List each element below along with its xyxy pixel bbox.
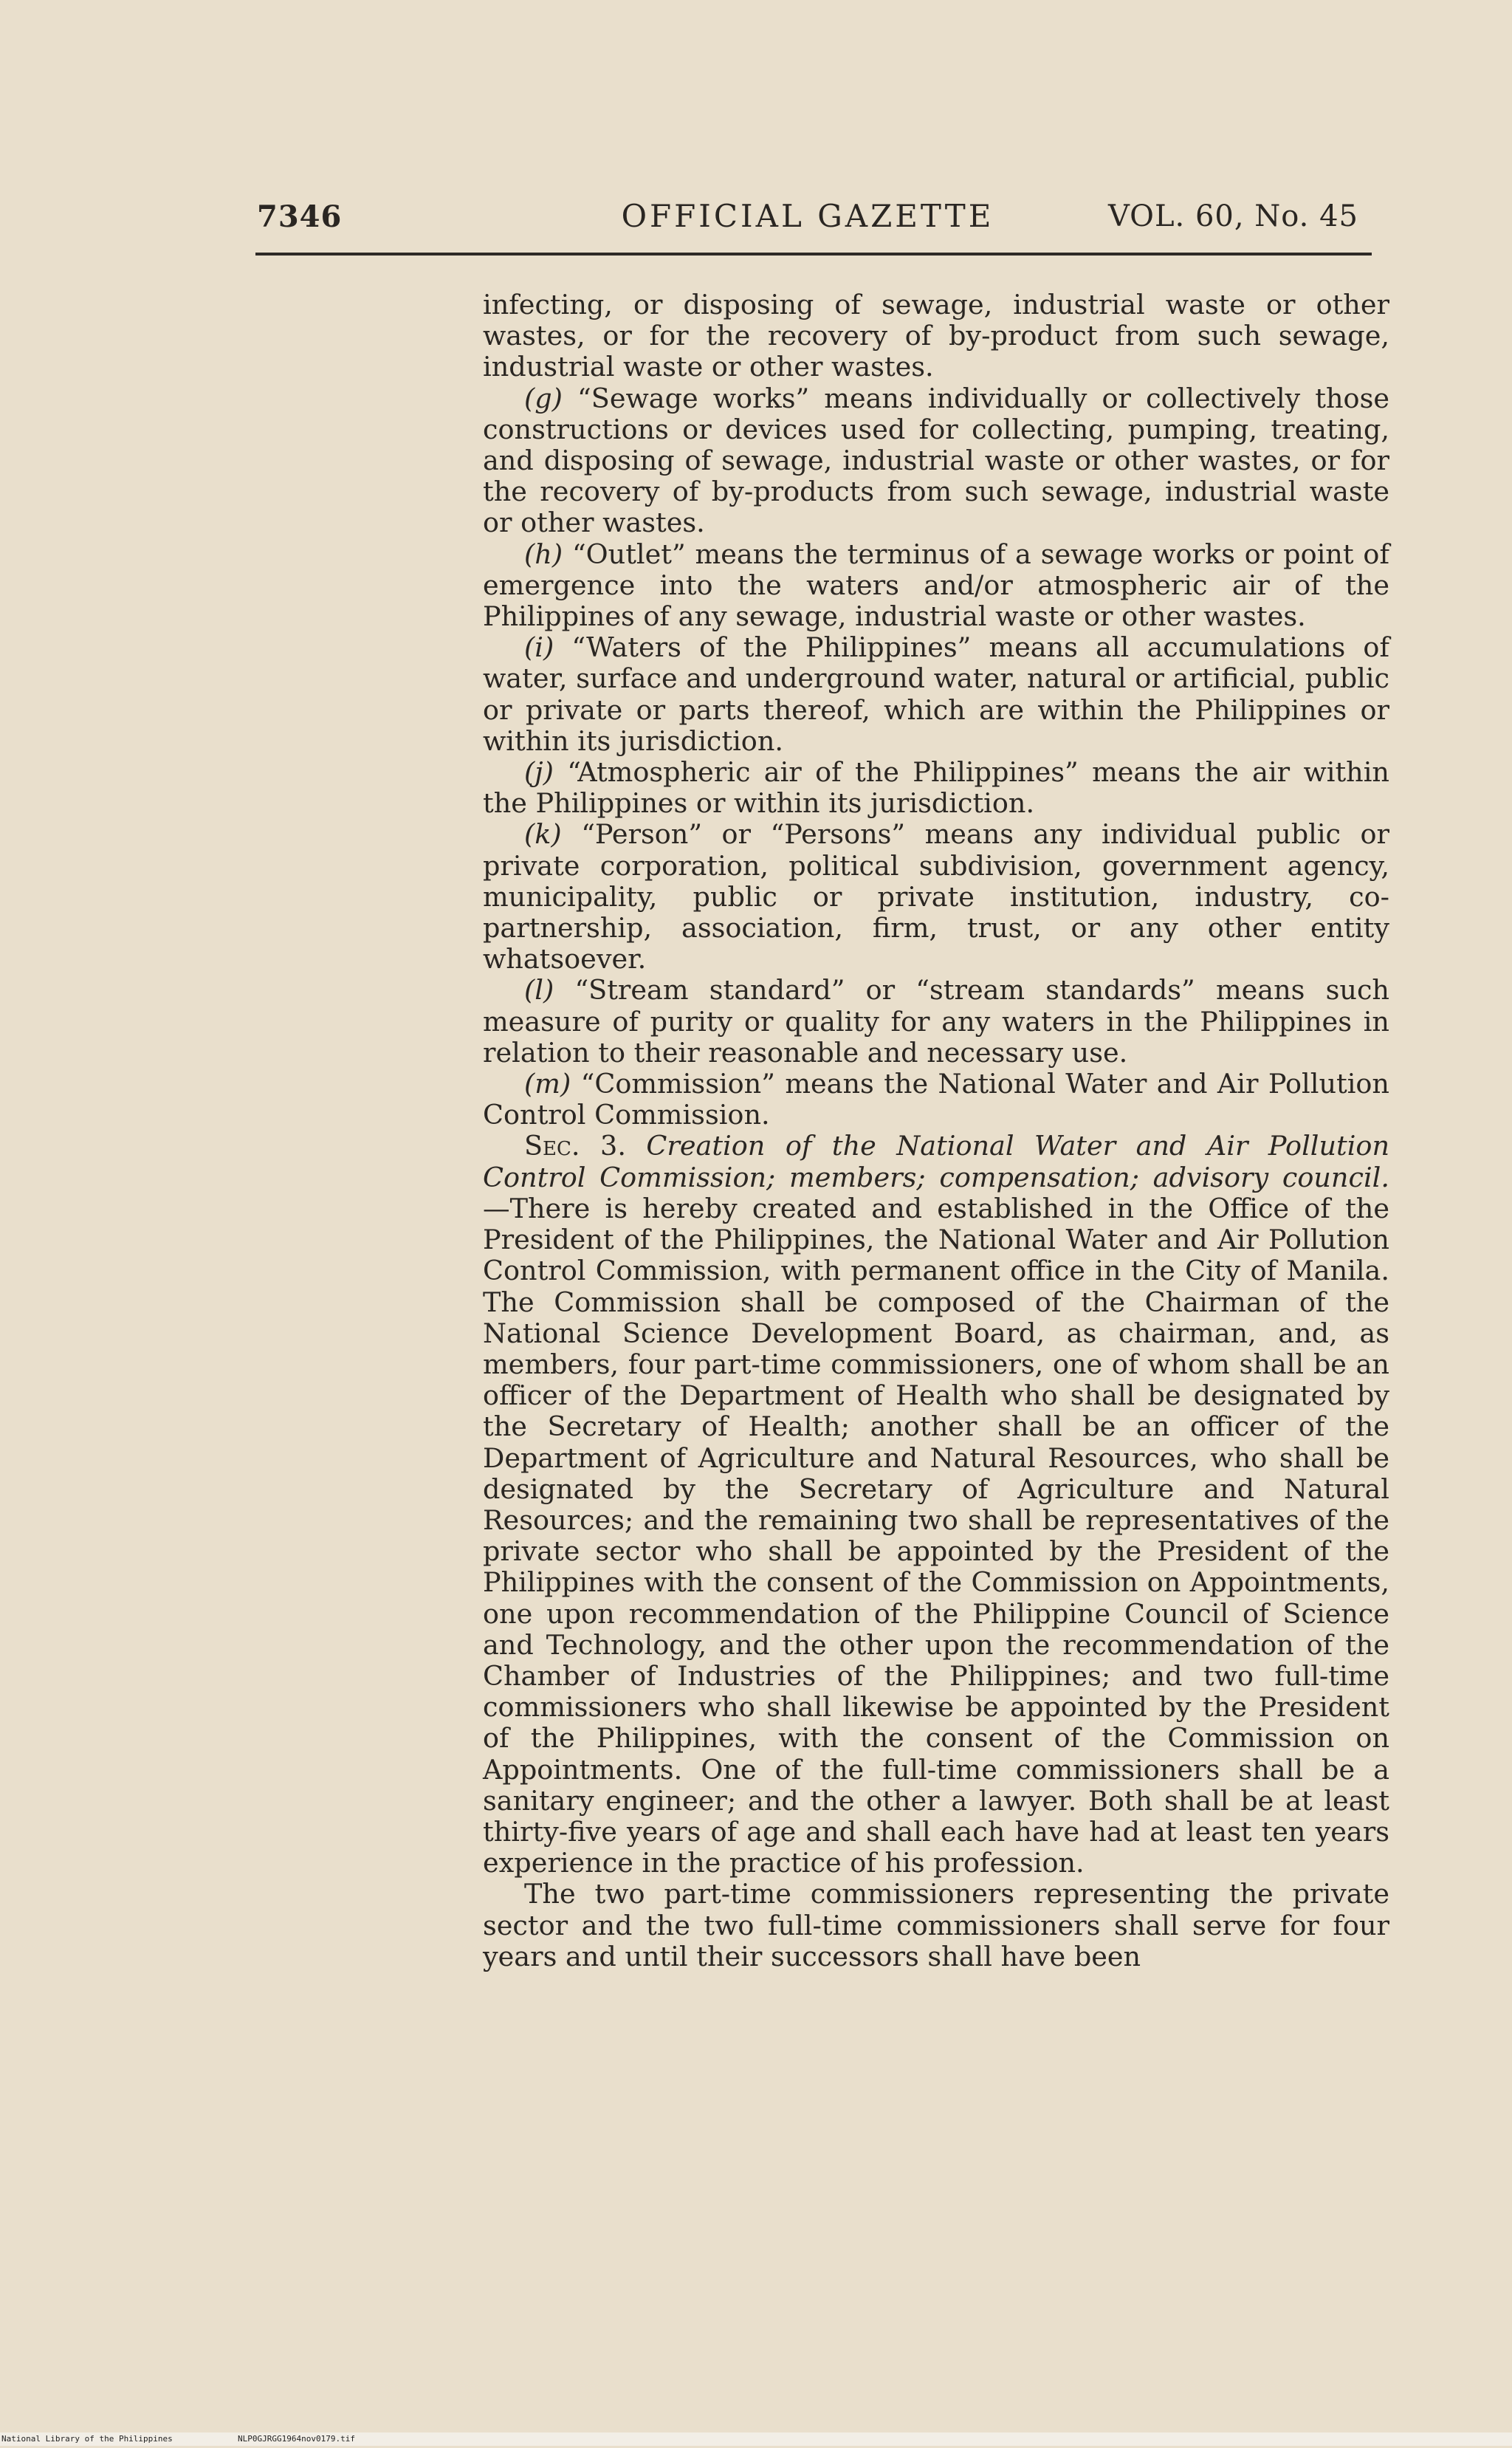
running-header bbox=[257, 193, 1358, 245]
paragraph-h: (h) “Outlet” means the terminus of a sewage works or point of emergence into the waters and/or atmospheric air of the Philippines of any sewage, industrial waste or other wastes. bbox=[483, 538, 1389, 633]
paragraph-i: (i) “Waters of the Philippines” means all accumulations of water, surface and underground water, natural or artificial, public or private or parts thereof, which are within the Philippines or within its jurisdiction. bbox=[483, 631, 1389, 757]
paragraph-continuation: infecting, or disposing of sewage, industrial waste or other wastes, or for the recovery of by-product from such sewage, industrial waste or other wastes. bbox=[483, 289, 1389, 383]
library-credit: National Library of the Philippines bbox=[1, 2434, 173, 2444]
paragraph-l: (l) “Stream standard” or “stream standards” means such measure of purity or quality for any waters in the Philippines in relation to their reasonable and necessary use. bbox=[483, 974, 1389, 1069]
paragraph-j: (j) “Atmospheric air of the Philippines” means the air within the Philippines or within its jurisdiction. bbox=[483, 756, 1389, 820]
section-label: Sec. 3. bbox=[524, 1130, 626, 1162]
paragraph-g: (g) “Sewage works” means individually or collectively those constructions or devices used for collecting, pumping, treating, and disposing of sewage, industrial waste or other wastes, or for the recovery of by-products from such sewage, industrial waste or other wastes. bbox=[483, 382, 1389, 539]
section-3: Sec. 3. Creation of the National Water and Air Pollution Control Commission; members; compensation; advisory council.—There is hereby created and established in the Office of the President of the Philippines, the National Water and Air Pollution Control Commission, with permanent office in the City of Manila. The Commission shall be composed of the Chairman of the National Science Development Board, as chairman, and, as members, four part-time commissioners, one of whom shall be an officer of the Department of Health who shall be designated by the Secretary of Health; another shall be an officer of the Department of Agriculture and Natural Resources, who shall be designated by the Secretary of Agriculture and Natural Resources; and the remaining two shall be representatives of the private sector who shall be appointed by the President of the Philippines with the consent of the Commission on Appointments, one upon recommendation of the Philippine Council of Science and Technology, and the other upon the recommendation of the Chamber of Industries of the Philippines; and two full-time commissioners who shall likewise be appointed by the President of the Philippines, with the consent of the Commission on Appointments. One of the full-time commissioners shall be a sanitary engineer; and the other a lawyer. Both shall be at least thirty-five years of age and shall each have had at least ten years experience in the practice of his profession. bbox=[483, 1130, 1390, 1879]
header-rule bbox=[255, 253, 1372, 256]
article-body bbox=[483, 289, 1389, 1972]
scan-footer bbox=[0, 2432, 1512, 2446]
paragraph-k: (k) “Person” or “Persons” means any individual public or private corporation, political subdivision, government agency, municipality, public or private institution, industry, co-partnership, association, firm, trust, or any other entity whatsoever. bbox=[483, 818, 1389, 976]
scan-filename: NLP0GJRGG1964nov0179.tif bbox=[238, 2434, 355, 2444]
publication-title: OFFICIAL GAZETTE bbox=[621, 198, 994, 234]
volume-issue: VOL. 60, No. 45 bbox=[1107, 199, 1358, 233]
page-number: 7346 bbox=[257, 199, 343, 234]
paragraph-final: The two part-time commissioners representing the private sector and the two full-time commissioners shall serve for four years and until their successors shall have been bbox=[483, 1878, 1389, 1972]
paragraph-m: (m) “Commission” means the National Water and Air Pollution Control Commission. bbox=[483, 1068, 1389, 1131]
section-heading: Creation of the National Water and Air Pollution Control Commission; members; compensation; advisory council. bbox=[483, 1130, 1390, 1193]
